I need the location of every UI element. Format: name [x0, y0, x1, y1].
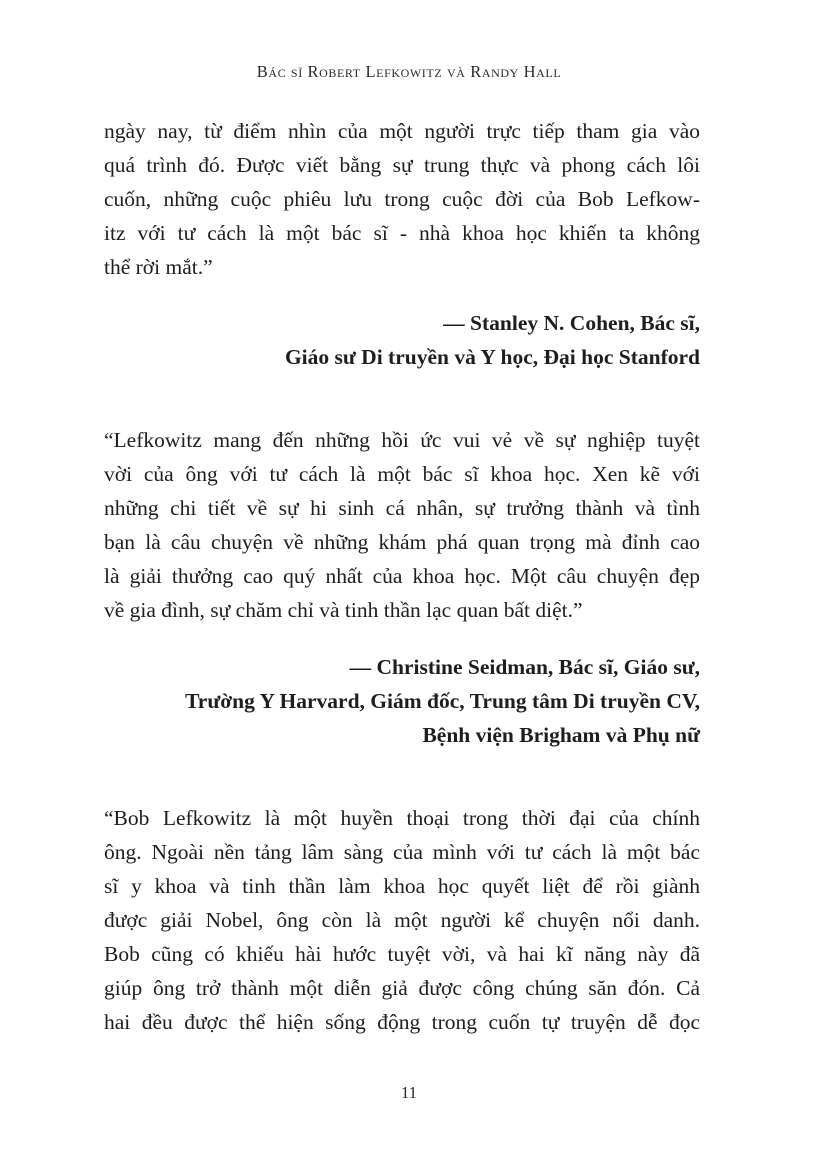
attribution-line: Giáo sư Di truyền và Y học, Đại học Stanford — [284, 345, 700, 369]
quote-line: “Lefkowitz mang đến những hồi ức vui vẻ về sự nghiệp tuyệt — [104, 428, 700, 452]
attribution-cohen — [104, 306, 700, 374]
quote-line: giúp ông trở thành một diễn giả được công chúng săn đón. Cả — [104, 976, 700, 1000]
quote-cohen — [104, 114, 700, 284]
quote-line: Bob cũng có khiếu hài hước tuyệt vời, và hai kĩ năng này đã — [104, 942, 700, 966]
quote-seidman — [104, 423, 700, 627]
quote-line: là giải thưởng cao quý nhất của khoa học. Một câu chuyện đẹp — [104, 564, 700, 588]
page-number: 11 — [400, 1083, 418, 1102]
quote-line: “Bob Lefkowitz là một huyền thoại trong thời đại của chính — [104, 806, 700, 830]
quote-line: bạn là câu chuyện về những khám phá quan trọng mà đỉnh cao — [104, 530, 700, 554]
quote-line: thể rời mắt.” — [104, 255, 213, 279]
quote-line: itz với tư cách là một bác sĩ - nhà khoa học khiến ta không — [104, 221, 700, 245]
attribution-line: — Stanley N. Cohen, Bác sĩ, — [443, 311, 700, 335]
quote-line: ngày nay, từ điểm nhìn của một người trực tiếp tham gia vào — [104, 119, 700, 143]
quote-third — [104, 801, 700, 1039]
attribution-line: Bệnh viện Brigham và Phụ nữ — [422, 723, 700, 747]
quote-line: vời của ông với tư cách là một bác sĩ khoa học. Xen kẽ với — [104, 462, 700, 486]
quote-line: ông. Ngoài nền tảng lâm sàng của mình với tư cách là một bác — [104, 840, 700, 864]
attribution-line: Trường Y Harvard, Giám đốc, Trung tâm Di truyền CV, — [185, 689, 700, 713]
quote-line: hai đều được thể hiện sống động trong cuốn tự truyện dễ đọc — [104, 1010, 700, 1034]
quote-line: cuốn, những cuộc phiêu lưu trong cuộc đời của Bob Lefkow- — [104, 187, 700, 211]
running-head: Bác sĩ Robert Lefkowitz và Randy Hall — [256, 62, 562, 81]
quote-line: những chi tiết về sự hi sinh cá nhân, sự trưởng thành và tình — [104, 496, 700, 520]
quote-line: được giải Nobel, ông còn là một người kể chuyện nổi danh. — [104, 908, 700, 932]
quote-line: về gia đình, sự chăm chỉ và tinh thần lạc quan bất diệt.” — [104, 598, 583, 622]
attribution-seidman — [104, 650, 700, 752]
attribution-line: — Christine Seidman, Bác sĩ, Giáo sư, — [349, 655, 700, 679]
quote-line: sĩ y khoa và tinh thần làm khoa học quyết liệt để rồi giành — [104, 874, 700, 898]
quote-line: quá trình đó. Được viết bằng sự trung thực và phong cách lôi — [104, 153, 700, 177]
